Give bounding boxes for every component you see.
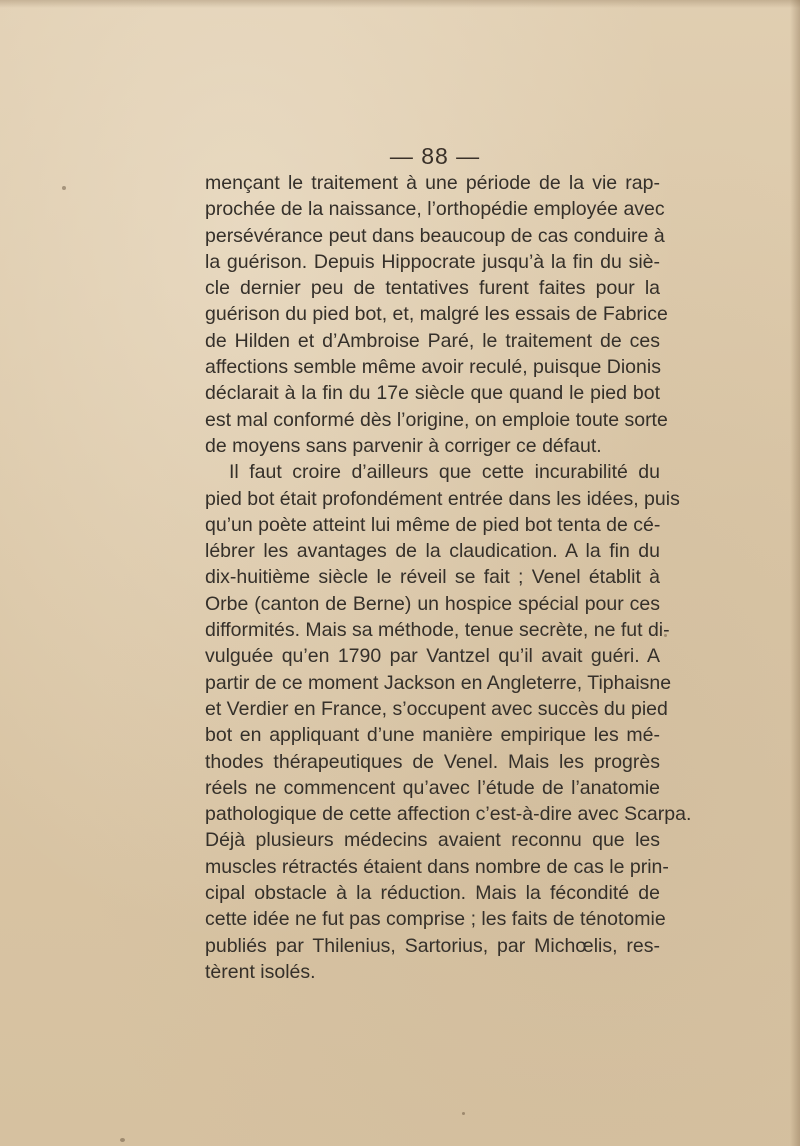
text-line: la guérison. Depuis Hippocrate jusqu’à la fin du siè- xyxy=(205,250,660,273)
text-line: guérison du pied bot, et, malgré les essais de Fabrice xyxy=(205,303,668,326)
paper-speck xyxy=(62,186,66,190)
text-line: cle dernier peu de tentatives furent faites pour la xyxy=(205,277,660,300)
text-line: publiés par Thilenius, Sartorius, par Michœlis, res- xyxy=(205,934,660,957)
text-line: déclarait à la fin du 17e siècle que quand le pied bot xyxy=(205,382,660,405)
text-line: est mal conformé dès l’origine, on emploie toute sorte xyxy=(205,408,668,431)
text-line: et Verdier en France, s’occupent avec succès du pied xyxy=(205,697,668,720)
text-line: cette idée ne fut pas comprise ; les faits de ténotomie xyxy=(205,908,666,931)
text-line: partir de ce moment Jackson en Angleterre, Tiphaisne xyxy=(205,671,672,694)
text-line: pied bot était profondément entrée dans les idées, puis xyxy=(205,487,680,510)
text-line: tèrent isolés. xyxy=(205,960,316,983)
text-line: de moyens sans parvenir à corriger ce défaut. xyxy=(205,434,602,457)
page-right-shadow xyxy=(790,0,800,1146)
text-line: bot en appliquant d’une manière empirique les mé- xyxy=(205,724,660,747)
text-line: muscles rétractés étaient dans nombre de cas le prin- xyxy=(205,855,669,878)
text-line: Orbe (canton de Berne) un hospice spécial pour ces xyxy=(205,592,660,615)
text-line: mençant le traitement à une période de la vie rap- xyxy=(205,172,660,194)
text-line: Déjà plusieurs médecins avaient reconnu que les xyxy=(205,829,660,852)
text-line: affections semble même avoir reculé, puisque Dionis xyxy=(205,356,661,379)
text-line: Il faut croire d’ailleurs que cette incurabilité du xyxy=(229,461,660,484)
text-line: dix-huitième siècle le réveil se fait ; Venel établit à xyxy=(205,566,660,589)
text-line: thodes thérapeutiques de Venel. Mais les progrès xyxy=(205,750,660,773)
text-line: réels ne commencent qu’avec l’étude de l’anatomie xyxy=(205,776,660,799)
paper-speck xyxy=(462,1112,465,1115)
text-line: cipal obstacle à la réduction. Mais la fécondité de xyxy=(205,882,660,905)
text-line: prochée de la naissance, l’orthopédie employée avec xyxy=(205,198,665,221)
text-line: lébrer les avantages de la claudication. A la fin du xyxy=(205,540,660,563)
body-text xyxy=(205,170,692,985)
text-line: vulguée qu’en 1790 par Vantzel qu’il avait guéri. A xyxy=(205,645,660,668)
page-number: — 88 — xyxy=(389,143,481,169)
text-line: difformités. Mais sa méthode, tenue secrète, ne fut di- xyxy=(205,619,670,642)
text-line: pathologique de cette affection c’est-à-dire avec Scarpa. xyxy=(205,803,692,826)
text-line: qu’un poète atteint lui même de pied bot tenta de cé- xyxy=(205,513,661,536)
paper-speck xyxy=(120,1138,125,1142)
text-line: persévérance peut dans beaucoup de cas conduire à xyxy=(205,224,665,247)
page-top-shadow xyxy=(0,0,800,8)
text-line: de Hilden et d’Ambroise Paré, le traitement de ces xyxy=(205,329,660,352)
